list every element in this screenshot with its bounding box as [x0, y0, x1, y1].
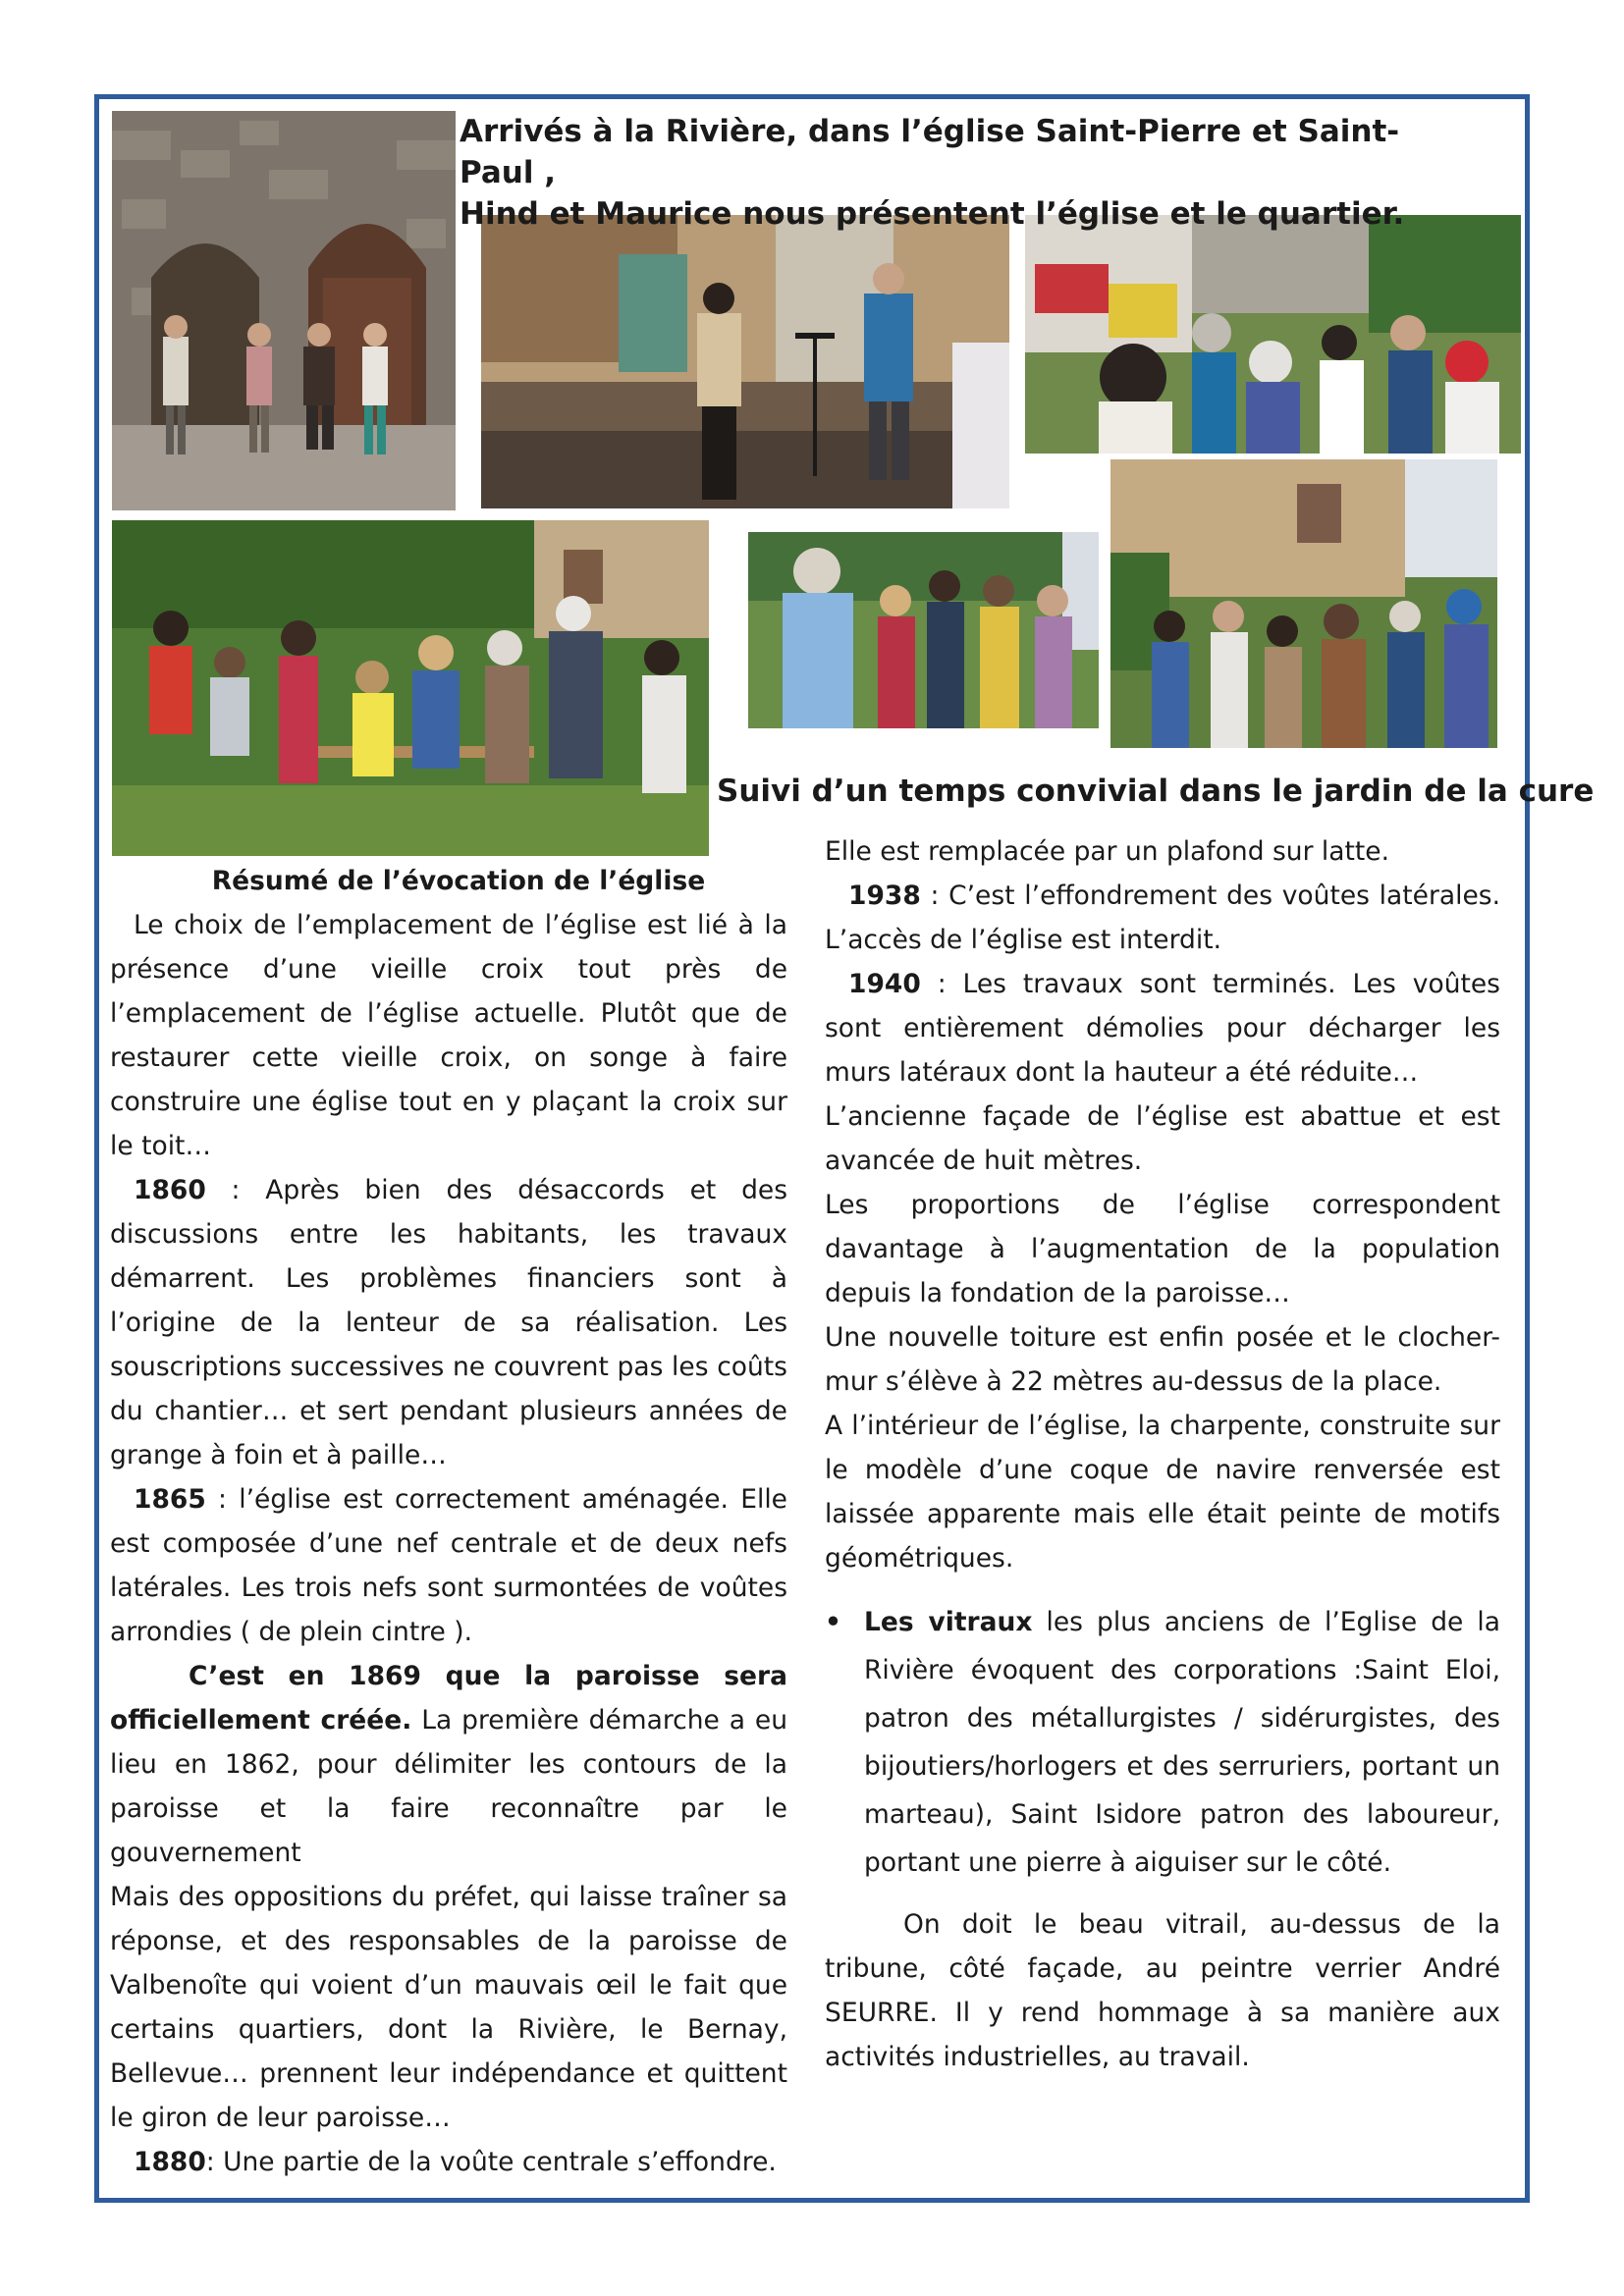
bullet-icon: • — [825, 1607, 841, 1637]
year-1860: 1860 — [134, 1175, 206, 1205]
paragraph-1869 — [110, 1654, 787, 1875]
paragraph-1940 — [825, 962, 1500, 1095]
year-1938: 1938 — [848, 881, 921, 911]
vitraux-text: les plus anciens de l’Eglise de la Rivière évoquent des corporations :Saint Eloi, patron des métallurgistes / sidérurgistes, des bijoutiers/horlogers et des serruriers, portant un marteau), Saint Isidore patron des laboureur, portant une pierre à aiguiser sur le côté. — [864, 1607, 1501, 1878]
right-column — [825, 829, 1500, 2079]
top-caption-line-1: Arrivés à la Rivière, dans l’église Saint-Pierre et Saint-Paul , — [460, 114, 1400, 190]
paragraph-toiture: Une nouvelle toiture est enfin posée et le clocher-mur s’élève à 22 mètres au-dessus de la place. — [825, 1322, 1500, 1397]
paragraph-intro: Le choix de l’emplacement de l’église est lié à la présence d’une vieille croix tout près de l’emplacement de l’église actuelle. Plutôt que de restaurer cette vieille croix, on songe à faire construire une église tout en y plaçant la croix sur le toit… — [110, 910, 787, 1161]
top-caption — [460, 111, 1441, 235]
text-1940: : Les travaux sont terminés. Les voûtes sont entièrement démolies pour décharger les murs latéraux dont la hauteur a été réduite… — [825, 969, 1500, 1088]
text-1860: : Après bien des désaccords et des discussions entre les habitants, les travaux démarrent. Les problèmes financiers sont à l’origine de la lenteur de sa réalisation. Les souscriptions successives ne couvrent pas les coûts du chantier… et sert pendant plusieurs années de grange à foin et à paille… — [110, 1175, 787, 1470]
middle-caption: Suivi d’un temps convivial dans le jardin de la cure — [717, 774, 1595, 809]
paragraph-1938 — [825, 874, 1500, 962]
vitraux-bullet-item — [825, 1598, 1500, 1887]
paragraph-1860 — [110, 1168, 787, 1477]
text-1869: La première démarche a eu lieu en 1862, pour délimiter les contours de la paroisse et la faire reconnaître par le gouvernement — [110, 1705, 788, 1868]
left-column — [110, 859, 787, 2184]
text-1880: : Une partie de la voûte centrale s’effondre. — [205, 2147, 777, 2177]
paragraph-facade: L’ancienne façade de l’église est abattue et est avancée de huit mètres. — [825, 1101, 1500, 1176]
paragraph-oppositions: Mais des oppositions du préfet, qui laisse traîner sa réponse, et des responsables de la paroisse de Valbenoîte qui voient d’un mauvais œil le fait que certains quartiers, dont la Rivière, le Bernay, Bellevue… prennent leur indépendance et quittent le giron de leur paroisse… — [110, 1882, 787, 2133]
section-title: Résumé de l’évocation de l’église — [211, 866, 706, 896]
paragraph-1880 — [110, 2140, 787, 2184]
year-1940: 1940 — [848, 969, 921, 999]
garden-tables-photo — [112, 520, 709, 856]
text-1865: : l’église est correctement aménagée. Elle est composée d’une nef centrale et de deux nefs latérales. Les trois nefs sont surmontées de voûtes arrondies ( de plein cintre ). — [110, 1484, 787, 1647]
paragraph-vitraux — [864, 1598, 1500, 1887]
vitraux-bold: Les vitraux — [864, 1607, 1033, 1637]
paragraph-proportions: Les proportions de l’église correspondent davantage à l’augmentation de la population depuis la fondation de la paroisse… — [825, 1190, 1500, 1308]
garden-group-photo — [748, 532, 1099, 728]
garden-courtyard-photo — [1110, 459, 1497, 748]
garden-gathering-photo-1 — [1025, 215, 1521, 454]
paragraph-1865 — [110, 1477, 787, 1654]
text-1869-bold: C’est en 1869 que la paroisse sera officiellement créée. — [110, 1661, 787, 1735]
church-entrance-photo — [112, 111, 456, 510]
top-caption-line-2: Hind et Maurice nous présentent l’église et le quartier. — [460, 196, 1405, 232]
church-interior-presentation-photo — [481, 215, 1009, 508]
paragraph-plafond: Elle est remplacée par un plafond sur latte. — [825, 836, 1390, 867]
year-1880: 1880 — [134, 2147, 206, 2177]
year-1865: 1865 — [134, 1484, 206, 1515]
paragraph-charpente: A l’intérieur de l’église, la charpente, construite sur le modèle d’une coque de navire renversée est laissée apparente mais elle était peinte de motifs géométriques. — [825, 1411, 1500, 1574]
paragraph-closing: On doit le beau vitrail, au-dessus de la tribune, côté façade, au peintre verrier André SEURRE. Il y rend hommage à sa manière aux activités industrielles, au travail. — [825, 1909, 1500, 2072]
text-1938: : C’est l’effondrement des voûtes latérales. L’accès de l’église est interdit. — [825, 881, 1500, 955]
